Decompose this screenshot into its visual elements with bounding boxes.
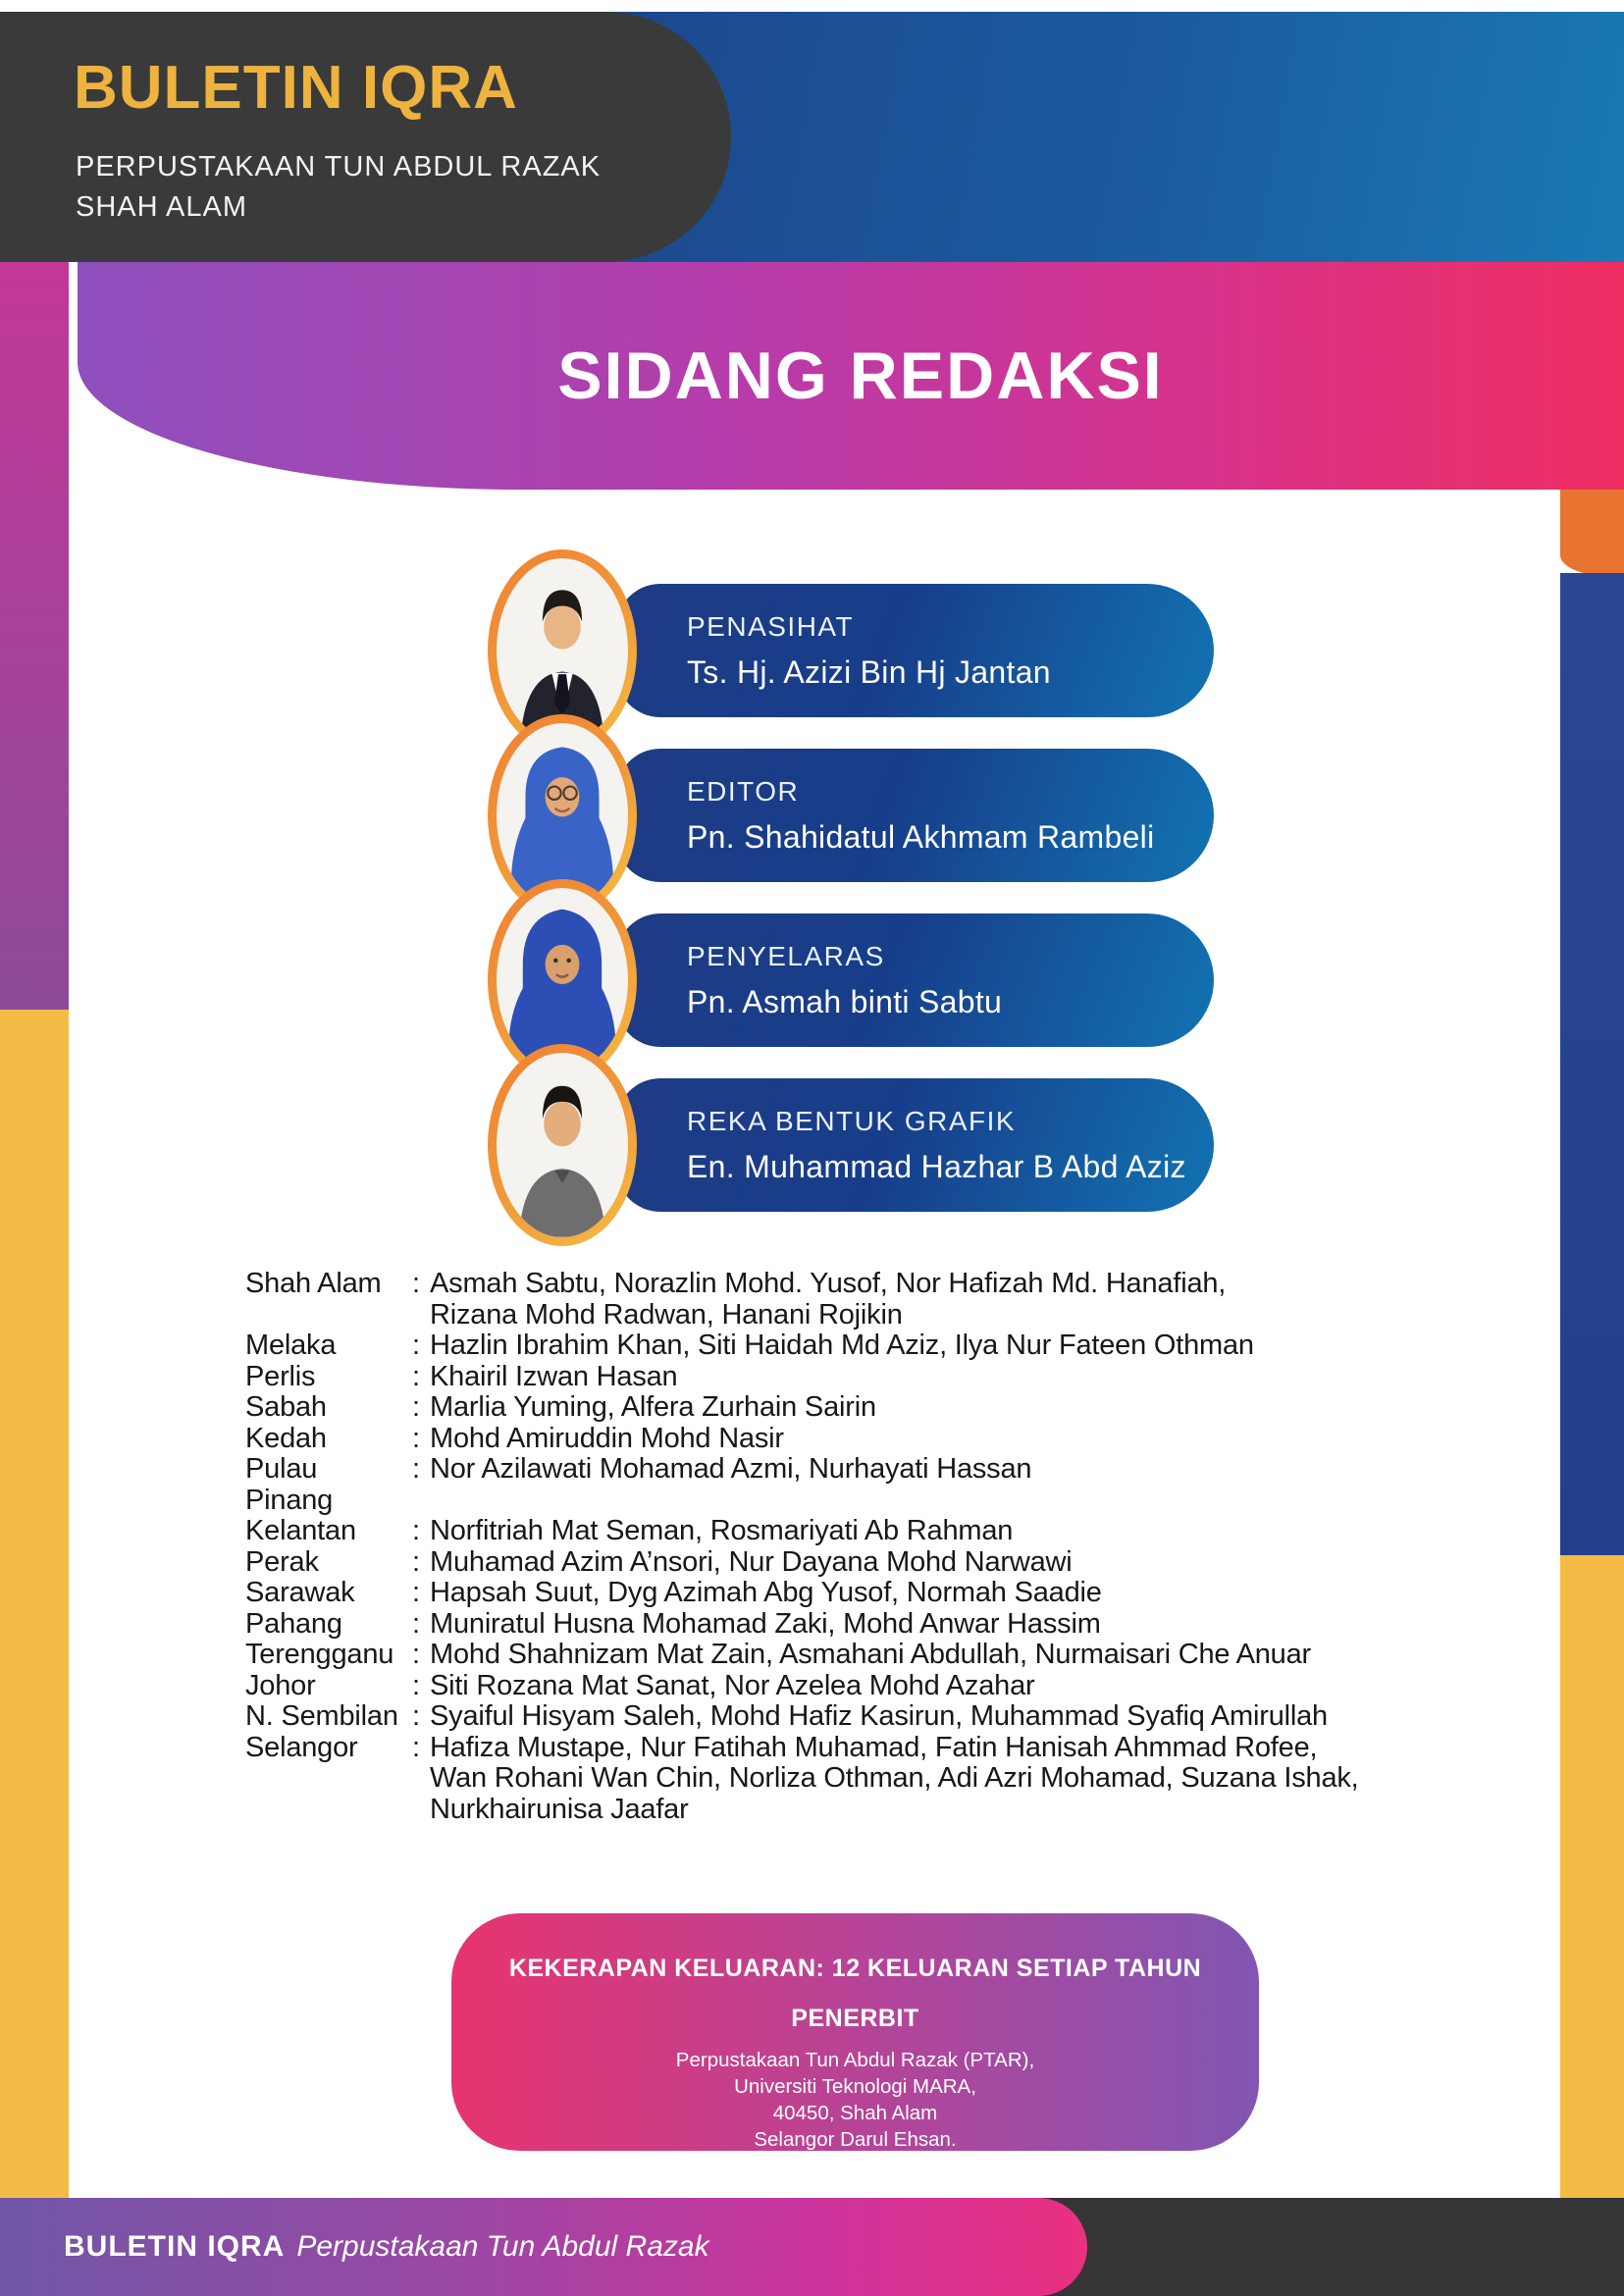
contributor-region: Perak	[245, 1545, 319, 1578]
committee-pill	[616, 1078, 1214, 1212]
colon-separator: :	[412, 1268, 420, 1299]
contributor-names	[430, 1424, 1541, 1455]
committee-name: Pn. Asmah binti Sabtu	[687, 983, 1003, 1019]
contributor-row	[245, 1640, 1541, 1671]
right-strip-yellow	[1560, 1555, 1624, 2198]
contributor-region: Pahang	[245, 1607, 342, 1640]
contributor-names	[430, 1516, 1541, 1547]
contributor-row	[245, 1392, 1541, 1424]
contributor-names	[430, 1547, 1541, 1579]
contributor-region: Pulau Pinang	[245, 1453, 334, 1516]
footer-brand: BULETIN IQRA	[64, 2230, 286, 2263]
contributor-names	[430, 1701, 1541, 1733]
colon-separator: :	[412, 1731, 420, 1763]
colon-separator: :	[412, 1515, 420, 1546]
committee-pill	[616, 584, 1214, 717]
committee-name: Ts. Hj. Azizi Bin Hj Jantan	[687, 653, 1051, 690]
contributor-names-line: Mohd Shahnizam Mat Zain, Asmahani Abdullah, Nurmaisari Che Anuar	[430, 1639, 1311, 1670]
committee-name: En. Muhammad Hazhar B Abd Aziz	[687, 1148, 1186, 1184]
contributor-region: Kedah	[245, 1422, 327, 1454]
committee-name: Pn. Shahidatul Akhmam Rambeli	[687, 818, 1155, 855]
contributor-names-line: Rizana Mohd Radwan, Hanani Rojikin	[430, 1298, 903, 1331]
contributor-row	[245, 1609, 1541, 1641]
contributor-names	[430, 1269, 1541, 1331]
section-banner	[78, 262, 1624, 490]
contributor-names	[430, 1578, 1541, 1609]
committee-role: PENASIHAT	[687, 610, 855, 642]
committee-pill	[616, 749, 1214, 882]
page-title: SIDANG REDAKSI	[557, 339, 1164, 413]
contributor-row	[245, 1424, 1541, 1455]
contributor-names-line: Marlia Yuming, Alfera Zurhain Sairin	[430, 1391, 876, 1423]
colon-separator: :	[412, 1669, 420, 1701]
contributor-row	[245, 1454, 1541, 1516]
footer-tagline: Perpustakaan Tun Abdul Razak	[296, 2230, 709, 2263]
contributor-names-line: Hapsah Suut, Dyg Azimah Abg Yusof, Normah Saadie	[430, 1577, 1102, 1608]
contributor-names-line: Khairil Izwan Hasan	[430, 1360, 678, 1392]
contributors-list	[245, 1269, 1541, 1825]
contributor-region: Johor	[245, 1669, 316, 1701]
publisher-address	[676, 2047, 1034, 2153]
contributor-names-line: Norfitriah Mat Seman, Rosmariyati Ab Rahman	[430, 1515, 1014, 1546]
colon-separator: :	[412, 1360, 420, 1392]
contributor-names-line: Syaiful Hisyam Saleh, Mohd Hafiz Kasirun, Muhammad Syafiq Amirullah	[430, 1700, 1328, 1732]
contributor-row	[245, 1547, 1541, 1579]
colon-separator: :	[412, 1607, 420, 1640]
contributor-names-line: Hazlin Ibrahim Khan, Siti Haidah Md Aziz, Ilya Nur Fateen Othman	[430, 1330, 1254, 1361]
contributor-names	[430, 1331, 1541, 1362]
masthead-subtitle-line2: SHAH ALAM	[76, 191, 247, 223]
contributor-names-line: Nurkhairunisa Jaafar	[430, 1793, 689, 1825]
contributor-names	[430, 1640, 1541, 1671]
contributor-names-line: Asmah Sabtu, Norazlin Mohd. Yusof, Nor Hafizah Md. Hanafiah,	[430, 1268, 1227, 1299]
colon-separator: :	[412, 1700, 420, 1732]
contributor-row	[245, 1671, 1541, 1702]
committee-card	[0, 1044, 1624, 1246]
contributor-names	[430, 1671, 1541, 1702]
contributor-region: Sarawak	[245, 1577, 355, 1608]
contributor-row	[245, 1578, 1541, 1609]
contributor-region: N. Sembilan	[245, 1700, 398, 1732]
contributor-row	[245, 1733, 1541, 1826]
contributor-names	[430, 1392, 1541, 1424]
contributor-row	[245, 1516, 1541, 1547]
colon-separator: :	[412, 1639, 420, 1670]
publisher-address-line: Perpustakaan Tun Abdul Razak (PTAR),	[675, 2049, 1035, 2071]
contributor-row	[245, 1701, 1541, 1733]
publisher-address-line: Selangor Darul Ehsan.	[754, 2128, 957, 2151]
contributor-names-line: Muniratul Husna Mohamad Zaki, Mohd Anwar Hassim	[430, 1607, 1101, 1640]
contributor-region: Kelantan	[245, 1515, 356, 1546]
committee-role: PENYELARAS	[687, 940, 885, 971]
contributor-region: Melaka	[245, 1330, 337, 1361]
publisher-address-line: Universiti Teknologi MARA,	[734, 2075, 976, 2098]
publisher-label: PENERBIT	[791, 2005, 919, 2032]
colon-separator: :	[412, 1391, 420, 1423]
committee-pill	[616, 913, 1214, 1047]
brand-title: BULETIN IQRA	[74, 54, 518, 122]
contributor-region: Sabah	[245, 1391, 327, 1423]
contributor-region: Terengganu	[245, 1639, 394, 1670]
publication-info-box	[451, 1913, 1259, 2151]
contributor-names-line: Hafiza Mustape, Nur Fatihah Muhamad, Fatin Hanisah Ahmmad Rofee,	[430, 1731, 1318, 1763]
colon-separator: :	[412, 1422, 420, 1454]
contributor-names	[430, 1454, 1541, 1486]
contributor-names-line: Siti Rozana Mat Sanat, Nor Azelea Mohd Azahar	[430, 1669, 1035, 1701]
committee-role: REKA BENTUK GRAFIK	[687, 1105, 1017, 1136]
contributor-row	[245, 1331, 1541, 1362]
committee-role: EDITOR	[687, 775, 800, 807]
portrait-photo	[497, 1053, 628, 1237]
masthead-subtitle-line1: PERPUSTAKAAN TUN ABDUL RAZAK	[76, 151, 602, 183]
contributor-region: Selangor	[245, 1731, 358, 1763]
publisher-address-line: 40450, Shah Alam	[772, 2102, 938, 2124]
colon-separator: :	[412, 1545, 420, 1578]
contributor-region: Shah Alam	[245, 1268, 382, 1299]
contributor-names-line: Mohd Amiruddin Mohd Nasir	[430, 1422, 784, 1454]
contributor-row	[245, 1269, 1541, 1331]
contributor-region: Perlis	[245, 1360, 316, 1392]
colon-separator: :	[412, 1330, 420, 1361]
contributor-names-line: Wan Rohani Wan Chin, Norliza Othman, Adi Azri Mohamad, Suzana Ishak,	[430, 1762, 1359, 1794]
contributor-names	[430, 1362, 1541, 1393]
colon-separator: :	[412, 1453, 420, 1485]
masthead	[0, 12, 731, 262]
contributor-names	[430, 1609, 1541, 1641]
contributor-names-line: Muhamad Azim A’nsori, Nur Dayana Mohd Narwawi	[430, 1545, 1073, 1578]
contributor-names	[430, 1733, 1541, 1826]
colon-separator: :	[412, 1577, 420, 1608]
contributor-names-line: Nor Azilawati Mohamad Azmi, Nurhayati Hassan	[430, 1453, 1032, 1485]
man-gray-shirt-portrait	[488, 1044, 637, 1246]
footer-bar	[0, 2198, 1087, 2296]
publication-frequency: KEKERAPAN KELUARAN: 12 KELUARAN SETIAP TAHUN	[508, 1955, 1202, 1982]
contributor-row	[245, 1362, 1541, 1393]
